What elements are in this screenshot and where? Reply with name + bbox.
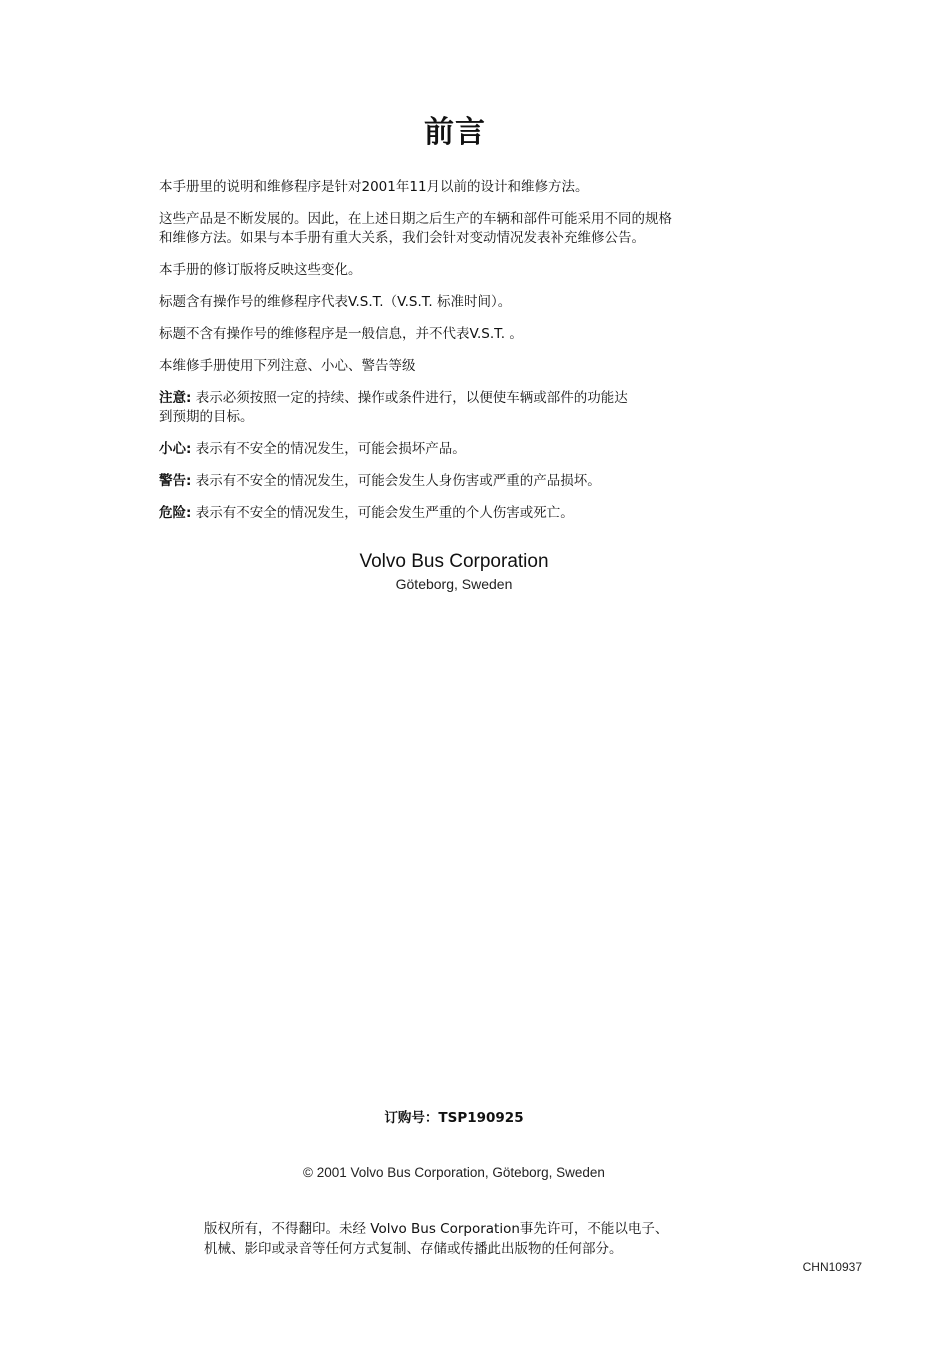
- preface-body: [159, 178, 769, 536]
- page-title: 前言: [424, 115, 486, 150]
- paragraph-warning: [159, 472, 769, 491]
- order-number: 订购号：TSP190925: [384, 1110, 524, 1126]
- paragraph-line: 本手册里的说明和维修程序是针对2001年11月以前的设计和维修方法。: [159, 179, 589, 195]
- paragraph-caution: [159, 440, 769, 459]
- paragraph-line: 这些产品是不断发展的。因此，在上述日期之后生产的车辆和部件可能采用不同的规格: [159, 211, 672, 227]
- term-warning: 警告:: [159, 473, 192, 489]
- paragraph-revision: [159, 261, 769, 280]
- paragraph-line: 本手册的修订版将反映这些变化。: [159, 262, 362, 278]
- paragraph-levels: [159, 357, 769, 376]
- term-note-text: 表示必须按照一定的持续、操作或条件进行，以便使车辆或部件的功能达: [191, 390, 628, 406]
- paragraph-vst: [159, 293, 769, 312]
- term-danger: 危险:: [159, 505, 192, 521]
- term-caution: 小心:: [159, 441, 192, 457]
- paragraph-scope: [159, 178, 769, 197]
- paragraph-line: 本维修手册使用下列注意、小心、警告等级: [159, 358, 416, 374]
- copyright-notice: © 2001 Volvo Bus Corporation, Göteborg, Sweden: [303, 1165, 605, 1180]
- term-warning-text: 表示有不安全的情况发生，可能会发生人身伤害或严重的产品损坏。: [191, 473, 601, 489]
- paragraph-line: [159, 389, 769, 408]
- paragraph-line: 到预期的目标。: [159, 409, 254, 425]
- rights-notice: [204, 1219, 764, 1259]
- paragraph-line: 标题含有操作号的维修程序代表V.S.T.（V.S.T. 标准时间）。: [159, 294, 512, 310]
- document-id: CHN10937: [802, 1260, 862, 1274]
- paragraph-line: 和维修方法。如果与本手册有重大关系，我们会针对变动情况发表补充维修公告。: [159, 230, 645, 246]
- term-note: 注意:: [159, 390, 192, 406]
- paragraph-changes: [159, 210, 769, 248]
- paragraph-no-vst: [159, 325, 769, 344]
- rights-line: 版权所有，不得翻印。未经 Volvo Bus Corporation事先许可，不能以电子、: [204, 1221, 669, 1237]
- paragraph-line: [159, 504, 769, 523]
- company-name: Volvo Bus Corporation: [359, 551, 549, 572]
- paragraph-line: [159, 440, 769, 459]
- rights-line: 机械、影印或录音等任何方式复制、存储或传播此出版物的任何部分。: [204, 1241, 623, 1257]
- paragraph-line: 标题不含有操作号的维修程序是一般信息，并不代表V.S.T. 。: [159, 326, 523, 342]
- company-city: Göteborg, Sweden: [395, 576, 513, 592]
- paragraph-danger: [159, 504, 769, 523]
- paragraph-line: [159, 472, 769, 491]
- paragraph-note: [159, 389, 769, 427]
- term-danger-text: 表示有不安全的情况发生，可能会发生严重的个人伤害或死亡。: [191, 505, 574, 521]
- company-block: [0, 550, 908, 594]
- term-caution-text: 表示有不安全的情况发生，可能会损坏产品。: [191, 441, 466, 457]
